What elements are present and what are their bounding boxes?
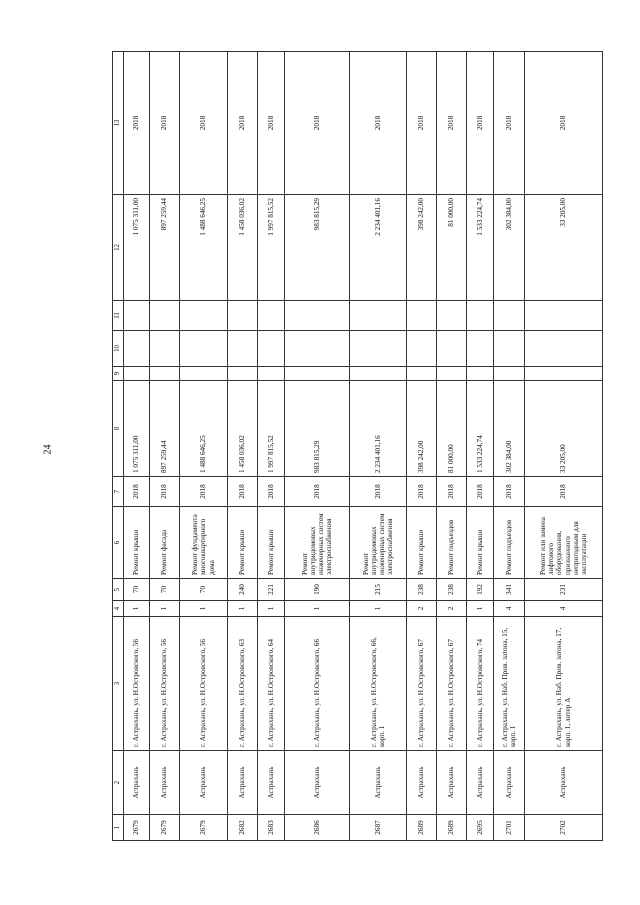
total-cost-cell: 897 259,44 (150, 195, 180, 301)
city-cell: Астрахань (228, 751, 258, 815)
table-row (350, 52, 407, 841)
table-row (124, 52, 150, 841)
cost-cell: 302 384,00 (494, 381, 525, 477)
year-cell: 2018 (494, 477, 525, 507)
number-cell: 238 (407, 579, 437, 601)
empty-cell (467, 301, 494, 331)
record-id-cell: 2686 (285, 815, 350, 841)
address-cell: г. Астрахань, ул. Н.Островского, 56 (180, 617, 228, 751)
empty-cell (467, 367, 494, 381)
city-cell: Астрахань (180, 751, 228, 815)
city-cell: Астрахань (258, 751, 285, 815)
number-cell: 238 (437, 579, 467, 601)
column-number: 12 (113, 195, 124, 301)
count-cell: 1 (467, 601, 494, 617)
empty-cell (525, 367, 603, 381)
city-cell: Астрахань (467, 751, 494, 815)
year-cell: 2018 (525, 52, 603, 195)
empty-cell (494, 331, 525, 367)
table-row (437, 52, 467, 841)
work-type-cell: Ремонт фундамента многоквартирного дома (180, 507, 228, 579)
cost-cell: 398 242,00 (407, 381, 437, 477)
empty-cell (150, 331, 180, 367)
total-cost-cell: 81 000,00 (437, 195, 467, 301)
total-cost-cell: 1 488 646,25 (180, 195, 228, 301)
city-cell: Астрахань (437, 751, 467, 815)
cost-cell: 1 488 646,25 (180, 381, 228, 477)
count-cell: 1 (180, 601, 228, 617)
column-number: 13 (113, 52, 124, 195)
empty-cell (350, 301, 407, 331)
table-row (467, 52, 494, 841)
empty-cell (258, 331, 285, 367)
city-cell: Астрахань (150, 751, 180, 815)
city-cell: Астрахань (525, 751, 603, 815)
count-cell: 1 (124, 601, 150, 617)
table-row (180, 52, 228, 841)
address-cell: г. Астрахань, ул. Н.Островского, 66, корп. 1 (350, 617, 407, 751)
empty-cell (180, 301, 228, 331)
column-number: 11 (113, 301, 124, 331)
address-cell: г. Астрахань, ул. Н.Островского, 64 (258, 617, 285, 751)
count-cell: 4 (525, 601, 603, 617)
address-cell: г. Астрахань, ул. Н.Островского, 67 (407, 617, 437, 751)
record-id-cell: 2682 (228, 815, 258, 841)
number-cell: 231 (525, 579, 603, 601)
empty-cell (124, 367, 150, 381)
year-cell: 2018 (228, 477, 258, 507)
city-cell: Астрахань (350, 751, 407, 815)
table-row (150, 52, 180, 841)
year-cell: 2018 (285, 52, 350, 195)
record-id-cell: 2701 (494, 815, 525, 841)
total-cost-cell: 2 234 401,16 (350, 195, 407, 301)
work-type-cell: Ремонт внутридомовых инженерных систем электроснабжения (285, 507, 350, 579)
year-cell: 2018 (350, 477, 407, 507)
column-number: 8 (113, 381, 124, 477)
cost-cell: 1 533 224,74 (467, 381, 494, 477)
empty-cell (285, 301, 350, 331)
table-container (112, 52, 588, 841)
table-row (285, 52, 350, 841)
year-cell: 2018 (258, 52, 285, 195)
count-cell: 2 (407, 601, 437, 617)
total-cost-cell: 1 997 815,52 (258, 195, 285, 301)
city-cell: Астрахань (124, 751, 150, 815)
table-row (494, 52, 525, 841)
year-cell: 2018 (437, 477, 467, 507)
address-cell: г. Астрахань, ул. Наб. Прив. затона, 17, корп. 1, литер А (525, 617, 603, 751)
address-cell: г. Астрахань, ул. Н.Островского, 56 (124, 617, 150, 751)
number-cell: 190 (285, 579, 350, 601)
address-cell: г. Астрахань, ул. Наб. Прив. затона, 15, корп. 1 (494, 617, 525, 751)
empty-cell (228, 367, 258, 381)
work-type-cell: Ремонт крыши (258, 507, 285, 579)
table-row (228, 52, 258, 841)
empty-cell (285, 331, 350, 367)
year-cell: 2018 (407, 477, 437, 507)
year-cell: 2018 (350, 52, 407, 195)
city-cell: Астрахань (407, 751, 437, 815)
total-cost-cell: 983 815,29 (285, 195, 350, 301)
empty-cell (150, 367, 180, 381)
empty-cell (258, 301, 285, 331)
year-cell: 2018 (228, 52, 258, 195)
count-cell: 1 (150, 601, 180, 617)
empty-cell (525, 301, 603, 331)
total-cost-cell: 398 242,00 (407, 195, 437, 301)
number-cell: 221 (258, 579, 285, 601)
number-cell: 192 (467, 579, 494, 601)
work-type-cell: Ремонт крыши (407, 507, 437, 579)
column-number: 1 (113, 815, 124, 841)
record-id-cell: 2702 (525, 815, 603, 841)
count-cell: 1 (285, 601, 350, 617)
table-row (258, 52, 285, 841)
empty-cell (467, 331, 494, 367)
year-cell: 2018 (180, 477, 228, 507)
table-row (407, 52, 437, 841)
number-cell: 70 (180, 579, 228, 601)
total-cost-cell: 33 205,00 (525, 195, 603, 301)
empty-cell (494, 301, 525, 331)
count-cell: 2 (437, 601, 467, 617)
total-cost-cell: 1 458 036,02 (228, 195, 258, 301)
year-cell: 2018 (150, 477, 180, 507)
empty-cell (350, 331, 407, 367)
record-id-cell: 2689 (407, 815, 437, 841)
repair-program-table (112, 51, 603, 841)
empty-cell (228, 331, 258, 367)
empty-cell (180, 367, 228, 381)
cost-cell: 1 997 815,52 (258, 381, 285, 477)
cost-cell: 983 815,29 (285, 381, 350, 477)
column-number: 2 (113, 751, 124, 815)
work-type-cell: Ремонт внутридомовых инженерных систем электроснабжения (350, 507, 407, 579)
table-row (525, 52, 603, 841)
total-cost-cell: 302 384,00 (494, 195, 525, 301)
cost-cell: 1 075 311,00 (124, 381, 150, 477)
empty-cell (285, 367, 350, 381)
work-type-cell: Ремонт или замена лифтового оборудования, признанного непригодным для эксплуатации (525, 507, 603, 579)
total-cost-cell: 1 075 311,00 (124, 195, 150, 301)
empty-cell (124, 331, 150, 367)
city-cell: Астрахань (494, 751, 525, 815)
year-cell: 2018 (437, 52, 467, 195)
record-id-cell: 2679 (150, 815, 180, 841)
empty-cell (150, 301, 180, 331)
number-cell: 240 (228, 579, 258, 601)
work-type-cell: Ремонт фасада (150, 507, 180, 579)
empty-cell (350, 367, 407, 381)
record-id-cell: 2679 (124, 815, 150, 841)
cost-cell: 2 234 401,16 (350, 381, 407, 477)
number-cell: 70 (124, 579, 150, 601)
address-cell: г. Астрахань, ул. Н.Островского, 74 (467, 617, 494, 751)
empty-cell (437, 331, 467, 367)
year-cell: 2018 (150, 52, 180, 195)
empty-cell (437, 301, 467, 331)
count-cell: 1 (228, 601, 258, 617)
year-cell: 2018 (180, 52, 228, 195)
year-cell: 2018 (124, 52, 150, 195)
empty-cell (437, 367, 467, 381)
column-number: 10 (113, 331, 124, 367)
number-cell: 215 (350, 579, 407, 601)
work-type-cell: Ремонт крыши (467, 507, 494, 579)
work-type-cell: Ремонт крыши (124, 507, 150, 579)
cost-cell: 897 259,44 (150, 381, 180, 477)
empty-cell (407, 301, 437, 331)
total-cost-cell: 1 533 224,74 (467, 195, 494, 301)
column-number: 6 (113, 507, 124, 579)
record-id-cell: 2695 (467, 815, 494, 841)
record-id-cell: 2683 (258, 815, 285, 841)
empty-cell (258, 367, 285, 381)
number-cell: 341 (494, 579, 525, 601)
year-cell: 2018 (124, 477, 150, 507)
record-id-cell: 2687 (350, 815, 407, 841)
number-cell: 70 (150, 579, 180, 601)
work-type-cell: Ремонт подъездов (494, 507, 525, 579)
record-id-cell: 2679 (180, 815, 228, 841)
empty-cell (124, 301, 150, 331)
empty-cell (407, 367, 437, 381)
work-type-cell: Ремонт крыши (228, 507, 258, 579)
year-cell: 2018 (407, 52, 437, 195)
cost-cell: 1 458 036,02 (228, 381, 258, 477)
year-cell: 2018 (467, 52, 494, 195)
header-row (113, 52, 124, 841)
year-cell: 2018 (525, 477, 603, 507)
empty-cell (525, 331, 603, 367)
record-id-cell: 2689 (437, 815, 467, 841)
address-cell: г. Астрахань, ул. Н.Островского, 63 (228, 617, 258, 751)
count-cell: 4 (494, 601, 525, 617)
address-cell: г. Астрахань, ул. Н.Островского, 56 (150, 617, 180, 751)
empty-cell (180, 331, 228, 367)
work-type-cell: Ремонт подъездов (437, 507, 467, 579)
empty-cell (494, 367, 525, 381)
address-cell: г. Астрахань, ул. Н.Островского, 66 (285, 617, 350, 751)
cost-cell: 81 000,00 (437, 381, 467, 477)
cost-cell: 33 205,00 (525, 381, 603, 477)
year-cell: 2018 (494, 52, 525, 195)
year-cell: 2018 (285, 477, 350, 507)
year-cell: 2018 (467, 477, 494, 507)
count-cell: 1 (350, 601, 407, 617)
page-number: 24 (42, 444, 54, 455)
address-cell: г. Астрахань, ул. Н.Островского, 67 (437, 617, 467, 751)
column-number: 4 (113, 601, 124, 617)
city-cell: Астрахань (285, 751, 350, 815)
empty-cell (407, 331, 437, 367)
empty-cell (228, 301, 258, 331)
column-number: 5 (113, 579, 124, 601)
column-number: 3 (113, 617, 124, 751)
column-number: 7 (113, 477, 124, 507)
year-cell: 2018 (258, 477, 285, 507)
column-number: 9 (113, 367, 124, 381)
count-cell: 1 (258, 601, 285, 617)
